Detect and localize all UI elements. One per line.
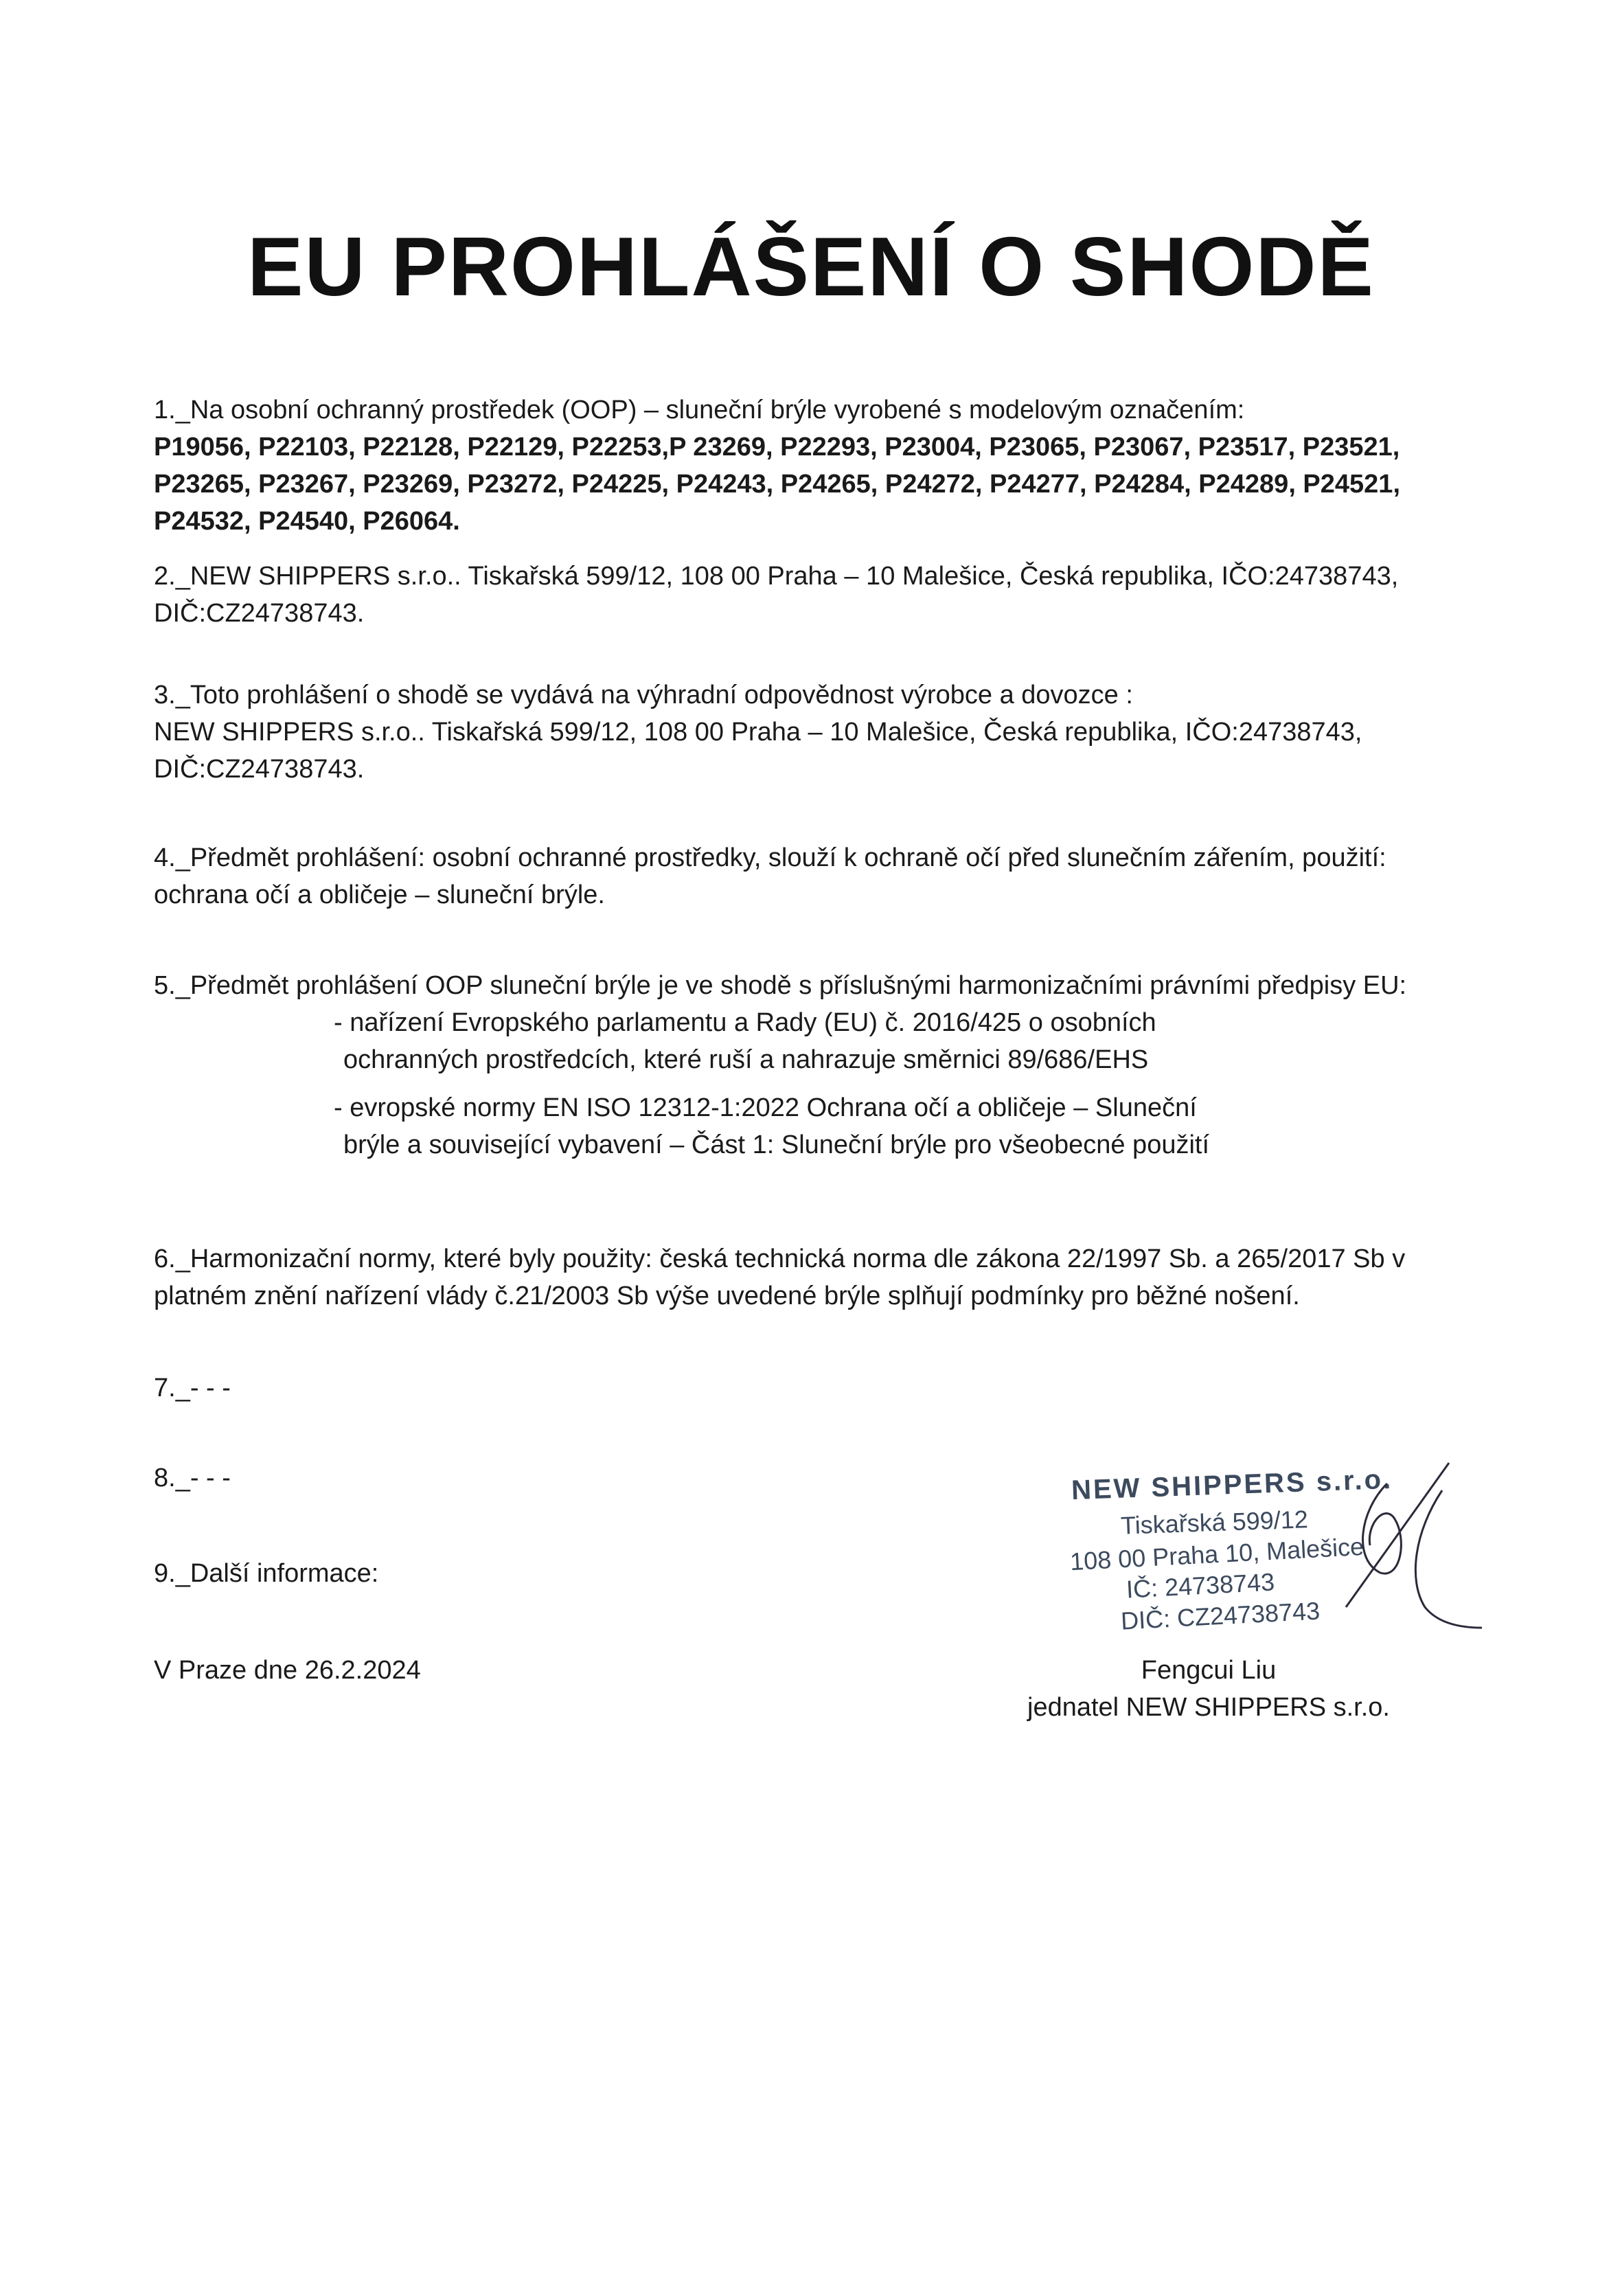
section-4	[154, 839, 1493, 913]
section-6	[154, 1240, 1493, 1315]
model-list-line-2: P23265, P23267, P23269, P23272, P24225, P24243, P24265, P24272, P24277, P24284, P24289, P24521,	[154, 470, 1401, 499]
section-8-text: 8._- - -	[154, 1464, 231, 1492]
signer-name: Fengcui Liu	[1141, 1656, 1277, 1685]
section-3-line-1: 3._Toto prohlášení o shodě se vydává na výhradní odpovědnost výrobce a dovozce :	[154, 681, 1133, 709]
stamp-company: NEW SHIPPERS s.r.o.	[1071, 1464, 1393, 1506]
section-7	[154, 1369, 1493, 1407]
signer-block	[1003, 1652, 1415, 1726]
section-4-line-2: ochrana očí a obličeje – sluneční brýle.	[154, 880, 605, 909]
section-2-line-1: 2._NEW SHIPPERS s.r.o.. Tiskařská 599/12, 108 00 Praha – 10 Malešice, Česká republika, IČO:24738743,	[154, 562, 1399, 591]
stamp-ic: IČ: 24738743	[1126, 1567, 1276, 1604]
section-1-intro: 1._Na osobní ochranný prostředek (OOP) – sluneční brýle vyrobené s modelovým označením:	[154, 396, 1245, 424]
section-4-line-1: 4._Předmět prohlášení: osobní ochranné prostředky, slouží k ochraně očí před slunečním zářením, použití:	[154, 843, 1386, 872]
section-3-line-2: NEW SHIPPERS s.r.o.. Tiskařská 599/12, 108 00 Praha – 10 Malešice, Česká republika, IČO:24738743,	[154, 718, 1362, 747]
section-5	[154, 967, 1493, 1078]
section-2-line-2: DIČ:CZ24738743.	[154, 599, 365, 628]
section-5-intro: 5._Předmět prohlášení OOP sluneční brýle je ve shodě s příslušnými harmonizačními právními předpisy EU:	[154, 971, 1407, 1000]
handwritten-signature	[1305, 1456, 1483, 1635]
section-3	[154, 677, 1493, 788]
signer-role: jednatel NEW SHIPPERS s.r.o.	[1027, 1693, 1390, 1722]
document-title: EU PROHLÁŠENÍ O SHODĚ	[247, 220, 1375, 313]
model-list-line-1: P19056, P22103, P22128, P22129, P22253,P 23269, P22293, P23004, P23065, P23067, P23517, P23521,	[154, 433, 1400, 462]
standard-item-line-1: - evropské normy EN ISO 12312-1:2022 Ochrana očí a obličeje – Sluneční	[334, 1093, 1197, 1122]
stamp-city: 108 00 Praha 10, Malešice	[1069, 1532, 1365, 1576]
model-list-line-3: P24532, P24540, P26064.	[154, 507, 460, 536]
regulation-item-line-2: ochranných prostředcích, které ruší a nahrazuje směrnici 89/686/EHS	[343, 1045, 1149, 1074]
section-5-standard	[154, 1089, 1493, 1163]
section-6-line-2: platném znění nařízení vlády č.21/2003 Sb výše uvedené brýle splňují podmínky pro běžné nošení.	[154, 1282, 1300, 1310]
section-2	[154, 558, 1493, 632]
section-1	[154, 391, 1493, 540]
section-9-text: 9._Další informace:	[154, 1559, 379, 1588]
regulation-item-line-1: - nařízení Evropského parlamentu a Rady (EU) č. 2016/425 o osobních	[334, 1008, 1156, 1037]
section-7-text: 7._- - -	[154, 1374, 231, 1402]
section-6-line-1: 6._Harmonizační normy, které byly použity: česká technická norma dle zákona 22/1997 Sb. a 265/2017 Sb v	[154, 1244, 1406, 1273]
stamp-dic: DIČ: CZ24738743	[1120, 1596, 1321, 1635]
section-3-line-3: DIČ:CZ24738743.	[154, 755, 365, 784]
stamp-street: Tiskařská 599/12	[1120, 1505, 1309, 1540]
place-date-text: V Praze dne 26.2.2024	[154, 1656, 421, 1685]
standard-item-line-2: brýle a související vybavení – Část 1: Sluneční brýle pro všeobecné použití	[343, 1130, 1210, 1159]
